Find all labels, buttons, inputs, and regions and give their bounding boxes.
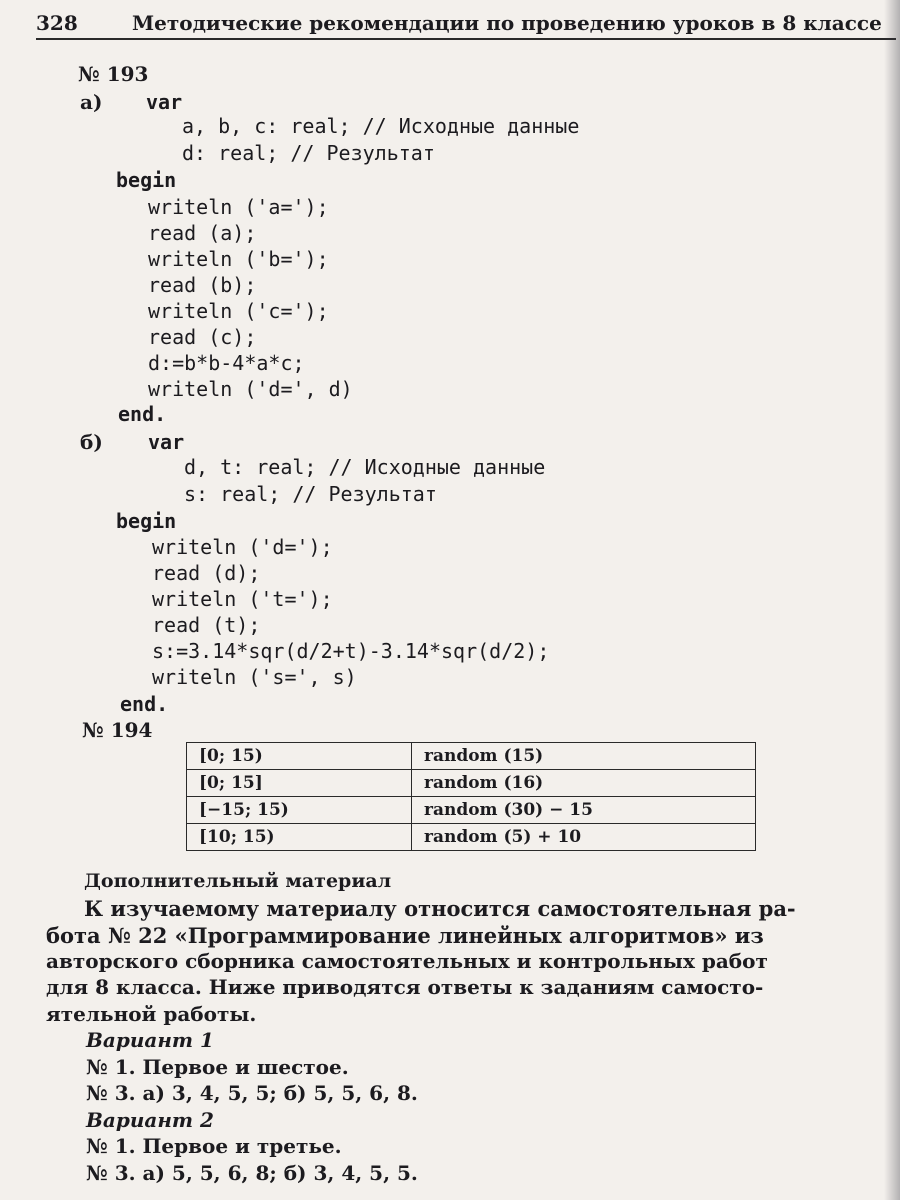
page-header <box>36 8 896 40</box>
task-193b-line-3: writeln ('t='); <box>152 587 333 611</box>
variant-2-answer-3: № 3. а) 5, 5, 6, 8; б) 3, 4, 5, 5. <box>86 1161 418 1185</box>
variant-2-answer-1: № 1. Первое и третье. <box>86 1134 342 1158</box>
task-193b-line-5: s:=3.14*sqr(d/2+t)-3.14*sqr(d/2); <box>152 639 550 663</box>
task-193b-line-4: read (t); <box>152 613 261 637</box>
task-193b-end-keyword: end. <box>120 692 169 716</box>
table-cell-expression: random (16) <box>412 770 756 797</box>
task-193a-var-keyword: var <box>146 90 183 114</box>
task-193b-label: б) <box>80 430 103 454</box>
task-193a-line-8: writeln ('d=', d) <box>148 377 353 401</box>
random-ranges-table <box>186 742 756 851</box>
table-cell-expression: random (15) <box>412 743 756 770</box>
variant-1-answer-3: № 3. а) 3, 4, 5, 5; б) 5, 5, 6, 8. <box>86 1081 418 1105</box>
table-cell-range: [0; 15) <box>187 743 412 770</box>
table-row <box>187 824 756 851</box>
paragraph-line-5: ятельной работы. <box>46 1002 257 1026</box>
task-193b-decl-1: d, t: real; // Исходные данные <box>184 455 546 479</box>
table-cell-range: [0; 15] <box>187 770 412 797</box>
task-193a-end-keyword: end. <box>118 402 167 426</box>
table-cell-expression: random (5) + 10 <box>412 824 756 851</box>
variant-1-heading: Вариант 1 <box>86 1028 214 1052</box>
table-cell-range: [−15; 15) <box>187 797 412 824</box>
page-number: 328 <box>36 11 78 35</box>
task-193a-line-4: read (b); <box>148 273 257 297</box>
task-193b-begin-keyword: begin <box>116 509 177 533</box>
task-194-number: № 194 <box>82 718 153 742</box>
task-193a-line-7: d:=b*b-4*a*c; <box>148 351 305 375</box>
table-row <box>187 797 756 824</box>
task-193a-line-2: read (a); <box>148 221 257 245</box>
table-cell-expression: random (30) − 15 <box>412 797 756 824</box>
task-193b-line-2: read (d); <box>152 561 261 585</box>
task-193a-line-6: read (c); <box>148 325 257 349</box>
table-row <box>187 770 756 797</box>
section-heading: Дополнительный материал <box>84 870 392 892</box>
task-193a-line-3: writeln ('b='); <box>148 247 329 271</box>
task-193a-line-1: writeln ('a='); <box>148 195 329 219</box>
task-193b-decl-2: s: real; // Результат <box>184 482 437 506</box>
task-193b-var-keyword: var <box>148 430 185 454</box>
task-193a-decl-2: d: real; // Результат <box>182 141 435 165</box>
paragraph-line-4: для 8 класса. Ниже приводятся ответы к заданиям самосто- <box>46 975 764 999</box>
paragraph-line-1: К изучаемому материалу относится самостоятельная ра- <box>84 896 796 921</box>
task-193b-line-6: writeln ('s=', s) <box>152 665 357 689</box>
variant-2-heading: Вариант 2 <box>86 1108 214 1132</box>
task-193-number: № 193 <box>78 62 149 86</box>
task-193b-line-1: writeln ('d='); <box>152 535 333 559</box>
paragraph-line-3: авторского сборника самостоятельных и контрольных работ <box>46 949 768 973</box>
table-cell-range: [10; 15) <box>187 824 412 851</box>
task-193a-begin-keyword: begin <box>116 168 177 192</box>
page-edge-shadow <box>884 0 900 1200</box>
paragraph-line-2: бота № 22 «Программирование линейных алгоритмов» из <box>46 923 764 948</box>
task-193a-label: а) <box>80 90 103 114</box>
running-title: Методические рекомендации по проведению уроков в 8 классе <box>132 11 882 35</box>
table-row <box>187 743 756 770</box>
task-193a-line-5: writeln ('c='); <box>148 299 329 323</box>
task-193a-decl-1: a, b, c: real; // Исходные данные <box>182 114 580 138</box>
variant-1-answer-1: № 1. Первое и шестое. <box>86 1055 349 1079</box>
